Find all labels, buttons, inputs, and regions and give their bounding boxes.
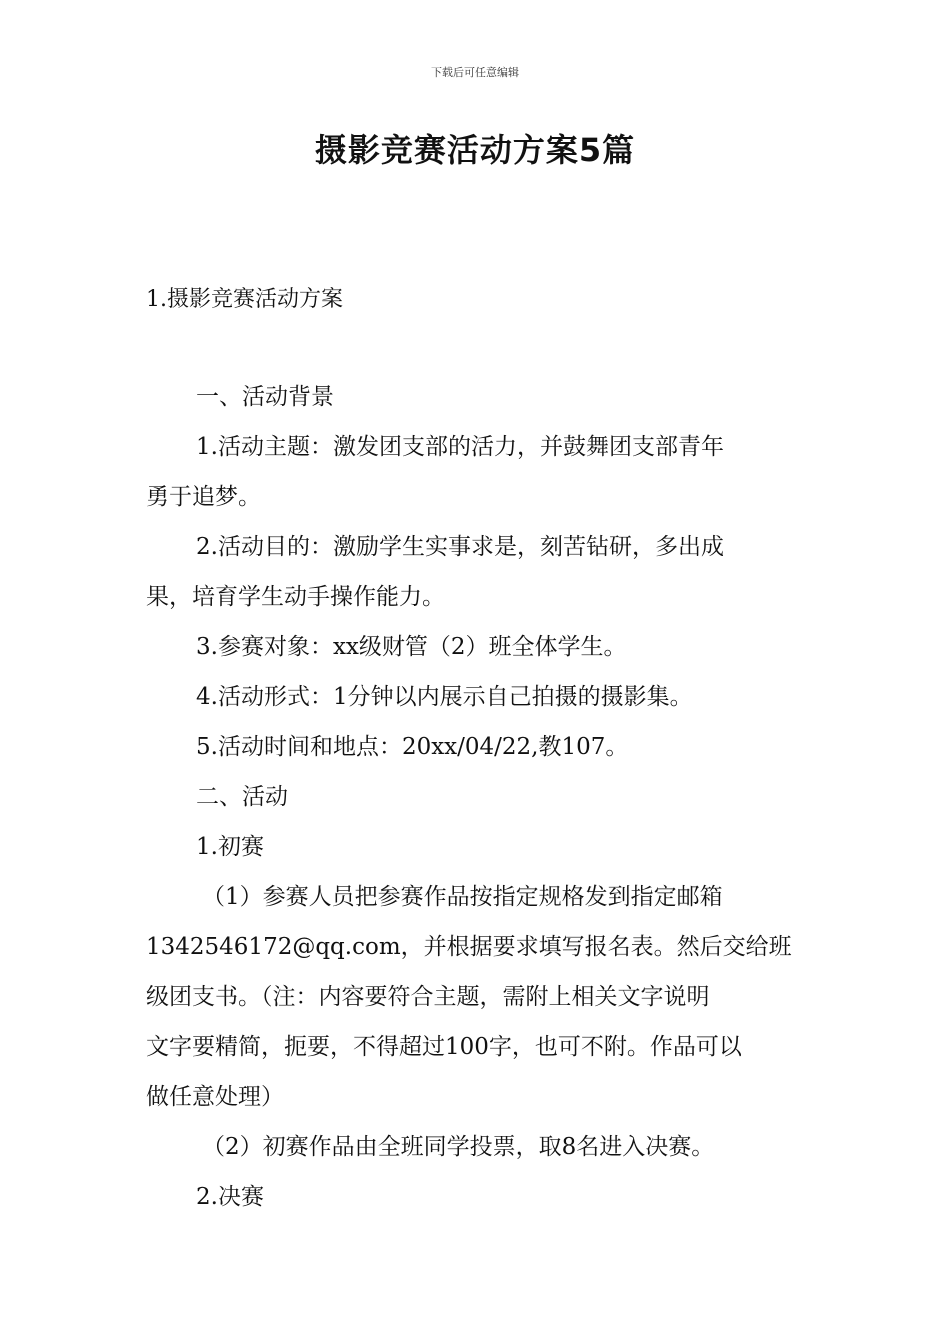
paragraph-line: 级团支书。（注：内容要符合主题，需附上相关文字说明 bbox=[146, 984, 710, 1010]
paragraph-line: 勇于追梦。 bbox=[146, 484, 261, 510]
paragraph-line: 果，培育学生动手操作能力。 bbox=[146, 584, 445, 610]
paragraph-line: 文字要精简，扼要，不得超过100字，也可不附。作品可以 bbox=[146, 1034, 742, 1060]
paragraph-line: 2.活动目的：激励学生实事求是，刻苦钻研，多出成 bbox=[196, 534, 724, 560]
paragraph-line: 3.参赛对象：xx级财管（2）班全体学生。 bbox=[196, 634, 627, 660]
heading-activity: 二、活动 bbox=[196, 784, 288, 810]
paragraph-line: （1）参赛人员把参赛作品按指定规格发到指定邮箱 bbox=[202, 884, 723, 910]
subheading-preliminary: 1.初赛 bbox=[196, 834, 264, 860]
paragraph-line: 1342546172@qq.com，并根据要求填写报名表。然后交给班 bbox=[146, 934, 792, 960]
section-heading: 1.摄影竞赛活动方案 bbox=[146, 287, 343, 312]
paragraph-line: 做任意处理） bbox=[146, 1084, 284, 1110]
paragraph-line: 5.活动时间和地点：20xx/04/22,教107。 bbox=[196, 734, 629, 760]
document-title: 摄影竞赛活动方案5篇 bbox=[314, 131, 636, 169]
paragraph-line: （2）初赛作品由全班同学投票，取8名进入决赛。 bbox=[202, 1134, 715, 1160]
paragraph-line: 4.活动形式：1分钟以内展示自己拍摄的摄影集。 bbox=[196, 684, 693, 710]
subheading-final: 2.决赛 bbox=[196, 1184, 264, 1210]
heading-background: 一、活动背景 bbox=[196, 384, 334, 410]
header-note: 下载后可任意编辑 bbox=[431, 66, 519, 79]
paragraph-line: 1.活动主题：激发团支部的活力，并鼓舞团支部青年 bbox=[196, 434, 724, 460]
